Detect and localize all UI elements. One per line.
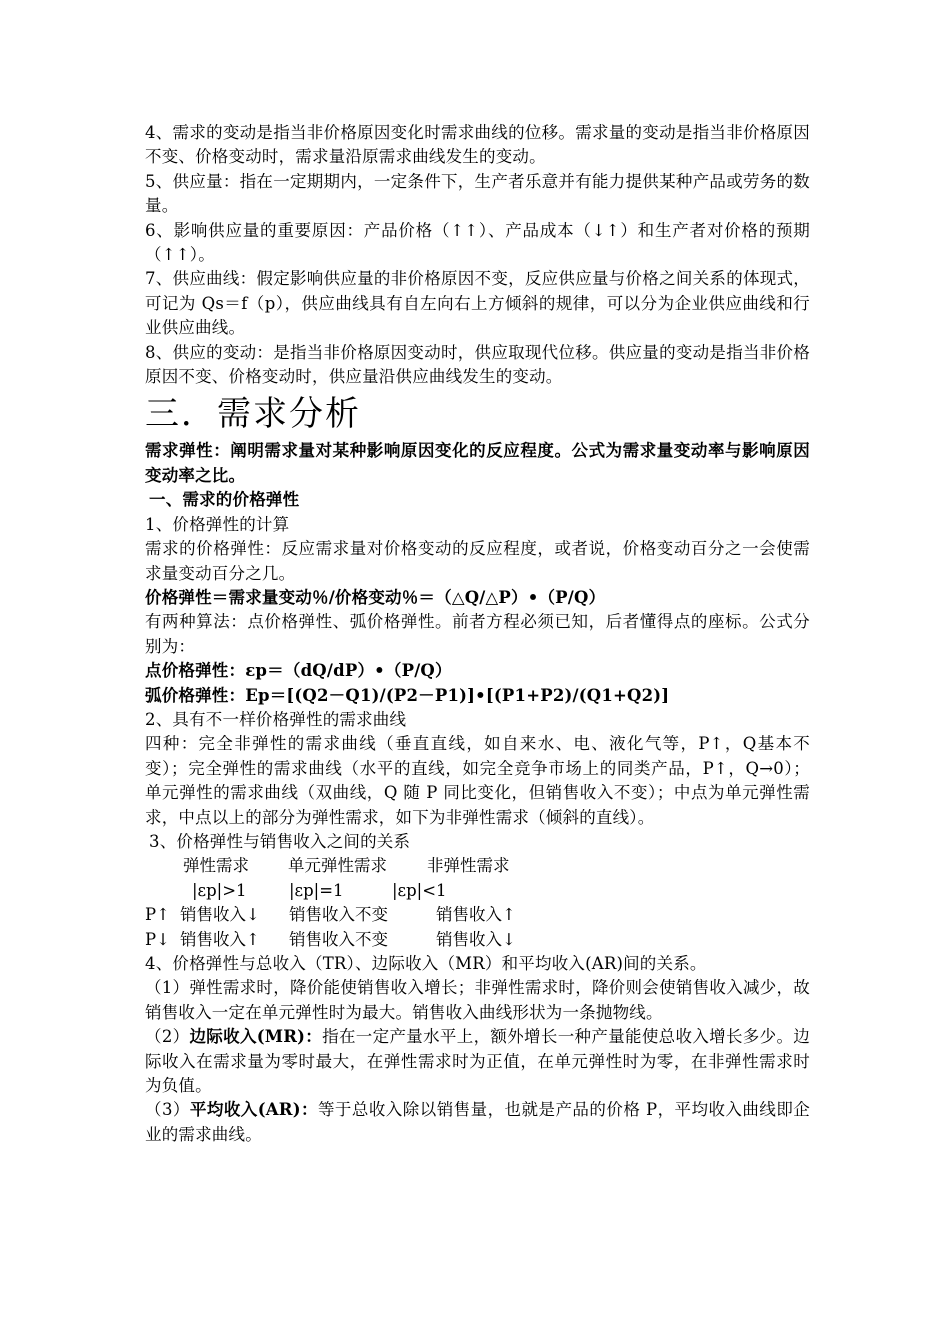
section-title: 三．需求分析 xyxy=(145,394,361,435)
tr2-prefix: （2） xyxy=(145,1027,190,1047)
paragraph-supply-shift: 8、供应的变动：是指当非价格原因变动时，供应取现代位移。供应量的变动是指当非价格原因不变、价格变动时，供应量沿供应曲线发生的变动。 xyxy=(145,342,810,387)
row-label-p-down: P↓ xyxy=(145,929,170,949)
tr3-bold: 平均收入(AR)： xyxy=(189,1100,318,1120)
cond-unit-elastic: |εp|=1 xyxy=(289,880,344,900)
paragraph-supply-factors: 6、影响供应量的重要原因：产品价格（↑↑）、产品成本（↓↑）和生产者对价格的预期（↑↑）。 xyxy=(145,220,810,265)
cell: 销售收入不变 xyxy=(289,905,388,925)
row-label-p-up: P↑ xyxy=(145,905,170,925)
paragraph-curves: 四种：完全非弹性的需求曲线（垂直直线，如自来水、电、液化气等，P↑，Q基本不变）；完全弹性的需求曲线（水平的直线，如完全竞争市场上的同类产品，P↑，Q→0）；单元弹性的需求曲线（双曲线，Q 随 P 同比变化，但销售收入不变）；中点为单元弹性需求，中点以上的部分为弹性需求，如下为非弹性需求（倾斜的直线）。 xyxy=(145,734,810,827)
cell: 销售收入↑ xyxy=(180,929,260,949)
paragraph-demand-shift: 4、需求的变动是指当非价格原因变化时需求曲线的位移。需求量的变动是指当非价格原因不变、价格变动时，需求量沿原需求曲线发生的变动。 xyxy=(145,123,810,167)
header-inelastic: 非弹性需求 xyxy=(427,856,510,876)
formula-main: 价格弹性＝需求量变动％/价格变动％＝（△Q/△P）•（P/Q） xyxy=(145,587,606,607)
paragraph-price-elasticity-def: 需求的价格弹性：反应需求量对价格变动的反应程度，或者说，价格变动百分之一会使需求量变动百分之几。 xyxy=(145,539,810,583)
paragraph-calc-title: 1、价格弹性的计算 xyxy=(145,514,290,534)
cond-elastic: |εp|>1 xyxy=(192,880,247,900)
tr3-prefix: （3） xyxy=(145,1100,190,1120)
tr2-bold: 边际收入(MR)： xyxy=(189,1027,323,1047)
cell: 销售收入不变 xyxy=(289,929,388,949)
paragraph-tr-3 xyxy=(145,1098,810,1147)
paragraph-relation-title: 3、价格弹性与销售收入之间的关系 xyxy=(149,831,411,851)
cell: 销售收入↑ xyxy=(436,905,516,925)
paragraph-methods: 有两种算法：点价格弹性、弧价格弹性。前者方程必须已知，后者懂得点的座标。公式分别为： xyxy=(145,612,810,656)
paragraph-supply-curve: 7、供应曲线：假定影响供应量的非价格原因不变，反应供应量与价格之间关系的体现式，可记为 Qs＝f（p），供应曲线具有自左向右上方倾斜的规律，可以分为企业供应曲线和行业供应曲线。 xyxy=(145,269,810,338)
formula-arc: 弧价格弹性：Ep＝[(Q2－Q1)/(P2－P1)]•[(P1+P2)/(Q1+Q2)] xyxy=(145,685,670,705)
cond-inelastic: |εp|<1 xyxy=(392,880,447,900)
cell: 销售收入↓ xyxy=(180,905,260,925)
header-elastic: 弹性需求 xyxy=(183,856,249,876)
header-unit-elastic: 单元弹性需求 xyxy=(288,856,387,876)
document-body xyxy=(145,121,810,1147)
table-condition-row xyxy=(145,879,810,903)
subheading-price-elasticity: 一、需求的价格弹性 xyxy=(149,490,300,510)
table-header-row xyxy=(145,854,810,878)
paragraph-curves-title: 2、具有不一样价格弹性的需求曲线 xyxy=(145,709,407,729)
elasticity-revenue-table xyxy=(145,854,810,952)
paragraph-tr-2 xyxy=(145,1025,810,1098)
paragraph-tr-1: （1）弹性需求时，降价能使销售收入增长；非弹性需求时，降价则会使销售收入减少，故销售收入一定在单元弹性时为最大。销售收入曲线形状为一条抛物线。 xyxy=(145,978,810,1022)
tr3-rest: 等于总收入除以销售量，也就是产品的价格 P，平均收入曲线即企业的需求曲线。 xyxy=(145,1100,810,1144)
paragraph-supply-quantity: 5、供应量：指在一定期期内，一定条件下，生产者乐意并有能力提供某种产品或劳务的数量。 xyxy=(145,171,810,216)
tr2-rest: 指在一定产量水平上，额外增长一种产量能使总收入增长多少。边际收入在需求量为零时最大，在弹性需求时为正值，在单元弹性时为零，在非弹性需求时为负值。 xyxy=(145,1027,810,1096)
cell: 销售收入↓ xyxy=(436,929,516,949)
formula-point: 点价格弹性：εp＝（dQ/dP）•（P/Q） xyxy=(145,661,452,681)
table-row xyxy=(145,903,810,927)
definition-elasticity: 需求弹性：阐明需求量对某种影响原因变化的反应程度。公式为需求量变动率与影响原因变动率之比。 xyxy=(145,441,810,485)
table-row xyxy=(145,928,810,952)
paragraph-tr-title: 4、价格弹性与总收入（TR）、边际收入（MR）和平均收入(AR)间的关系。 xyxy=(145,954,707,973)
